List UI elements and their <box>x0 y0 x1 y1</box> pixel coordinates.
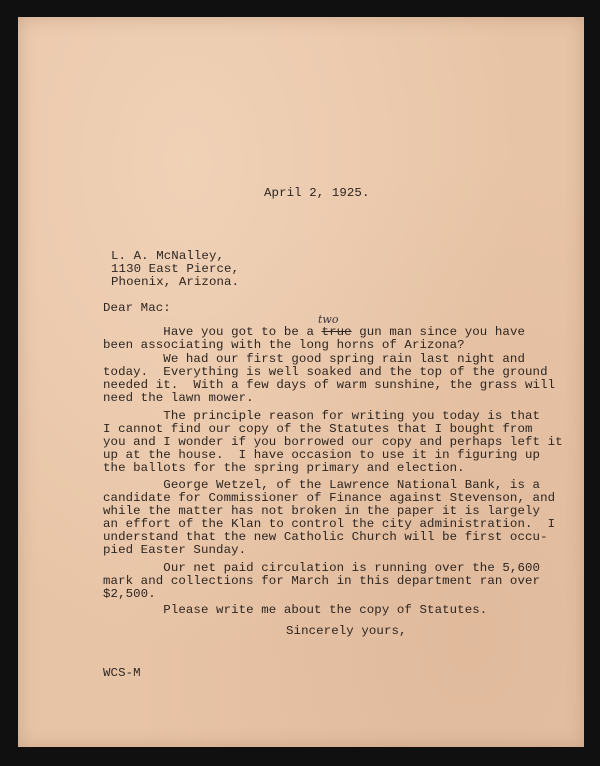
typist-initials: WCS-M <box>103 666 141 680</box>
struck-word: true <box>321 325 352 339</box>
paragraph-line: need the lawn mower. <box>103 391 254 405</box>
paragraph-line: mark and collections for March in this department ran over <box>103 574 541 588</box>
paragraph-line: Our net paid circulation is running over the 5,600 <box>103 561 541 575</box>
paragraph-line: today. Everything is well soaked and the top of the ground <box>103 365 548 379</box>
letter-date: April 2, 1925. <box>264 186 370 200</box>
paragraph-6: Please write me about the copy of Statutes. <box>103 603 488 617</box>
address-line: L. A. McNalley, <box>111 249 225 263</box>
paragraph-line: up at the house. I have occasion to use it in figuring up <box>103 448 541 462</box>
address-line: 1130 East Pierce, <box>111 262 240 276</box>
text-segment: Have you got to be a <box>103 325 322 339</box>
paragraph-line: The principle reason for writing you today is that <box>103 409 541 423</box>
paragraph-line: been associating with the long horns of Arizona? <box>103 338 465 352</box>
address-line: Phoenix, Arizona. <box>111 275 240 289</box>
paragraph-line: needed it. With a few days of warm sunshine, the grass will <box>103 378 556 392</box>
paragraph-line: while the matter has not broken in the paper it is largely <box>103 504 541 518</box>
text-segment: gun man since you have <box>351 325 526 339</box>
closing: Sincerely yours, <box>286 624 407 638</box>
paragraph-line: I cannot find our copy of the Statutes that I bought from <box>103 422 533 436</box>
paragraph-line: understand that the new Catholic Church will be first occu- <box>103 530 548 544</box>
paragraph-line: candidate for Commissioner of Finance against Stevenson, and <box>103 491 556 505</box>
paragraph-line: We had our first good spring rain last night and <box>103 352 525 366</box>
paragraph-line: you and I wonder if you borrowed our copy and perhaps left it <box>103 435 563 449</box>
paragraph-line: George Wetzel, of the Lawrence National Bank, is a <box>103 478 541 492</box>
paragraph-line: the ballots for the spring primary and election. <box>103 461 465 475</box>
paragraph-line: pied Easter Sunday. <box>103 543 247 557</box>
paragraph-line: an effort of the Klan to control the city administration. I <box>103 517 556 531</box>
salutation: Dear Mac: <box>103 301 171 315</box>
paragraph-line: $2,500. <box>103 587 156 601</box>
handwritten-insertion: two <box>318 313 339 326</box>
